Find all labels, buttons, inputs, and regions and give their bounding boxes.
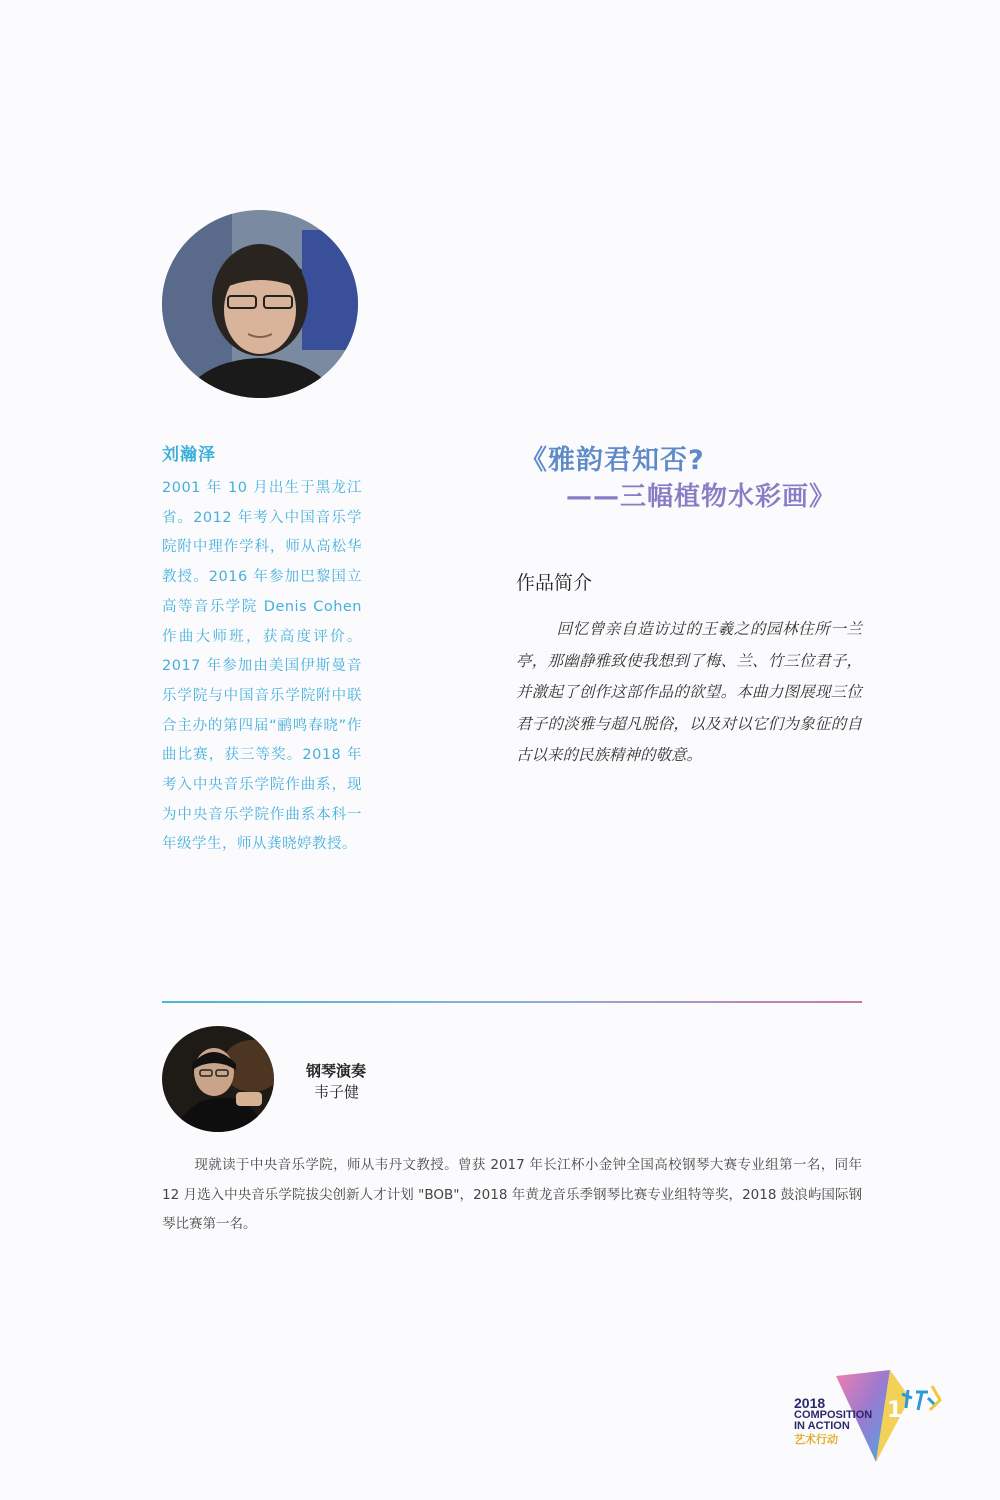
performer-name: 韦子健	[314, 1083, 360, 1101]
work-intro-heading: 作品简介	[516, 572, 593, 594]
section-divider	[162, 1001, 862, 1003]
logo-year: 2018	[794, 1395, 826, 1411]
page-number: 1	[887, 1398, 903, 1423]
logo-text	[794, 1396, 872, 1446]
performer-bio	[162, 1151, 862, 1240]
logo-cn: 艺术行动	[794, 1434, 838, 1446]
work-intro-text	[516, 614, 862, 772]
logo-line1: COMPOSITION	[794, 1409, 873, 1421]
performer-bio-body: 现就读于中央音乐学院，师从韦丹文教授。曾获 2017 年长江杯小金钟全国高校钢琴大赛专业组第一名，同年 12 月选入中央音乐学院拔尖创新人才计划 "BOB"，2018 年黄龙音乐季钢琴比赛专业组特等奖，2018 鼓浪屿国际钢琴比赛第一名。	[162, 1157, 862, 1232]
logo-line2: IN ACTION	[794, 1420, 850, 1432]
work-intro-body: 回忆曾亲自造访过的王羲之的园林住所一兰亭，那幽静雅致使我想到了梅、兰、竹三位君子，并激起了创作这部作品的欲望。本曲力图展现三位君子的淡雅与超凡脱俗，以及对以它们为象征的自古以来的民族精神的敬意。	[516, 620, 862, 764]
work-title-line1: 《雅韵君知否?	[520, 445, 705, 476]
performer-role: 钢琴演奏	[306, 1062, 367, 1080]
composer-portrait	[162, 210, 358, 398]
composer-bio: 2001 年 10 月出生于黑龙江省。2012 年考入中国音乐学院附中理作学科，师从高松华教授。2016 年参加巴黎国立高等音乐学院 Denis Cohen 作曲大师班，获高度评价。2017 年参加由美国伊斯曼音乐学院与中国音乐学院附中联合主办的第四届“鹂鸣春晓”作曲比赛，获三等奖。2018 年考入中央音乐学院作曲系，现为中央音乐学院作曲系本科一年级学生，师从龚晓婷教授。	[162, 480, 362, 853]
work-title-line2: ——三幅植物水彩画》	[566, 482, 837, 512]
composer-name: 刘瀚泽	[162, 445, 216, 465]
performer-portrait	[162, 1026, 274, 1132]
